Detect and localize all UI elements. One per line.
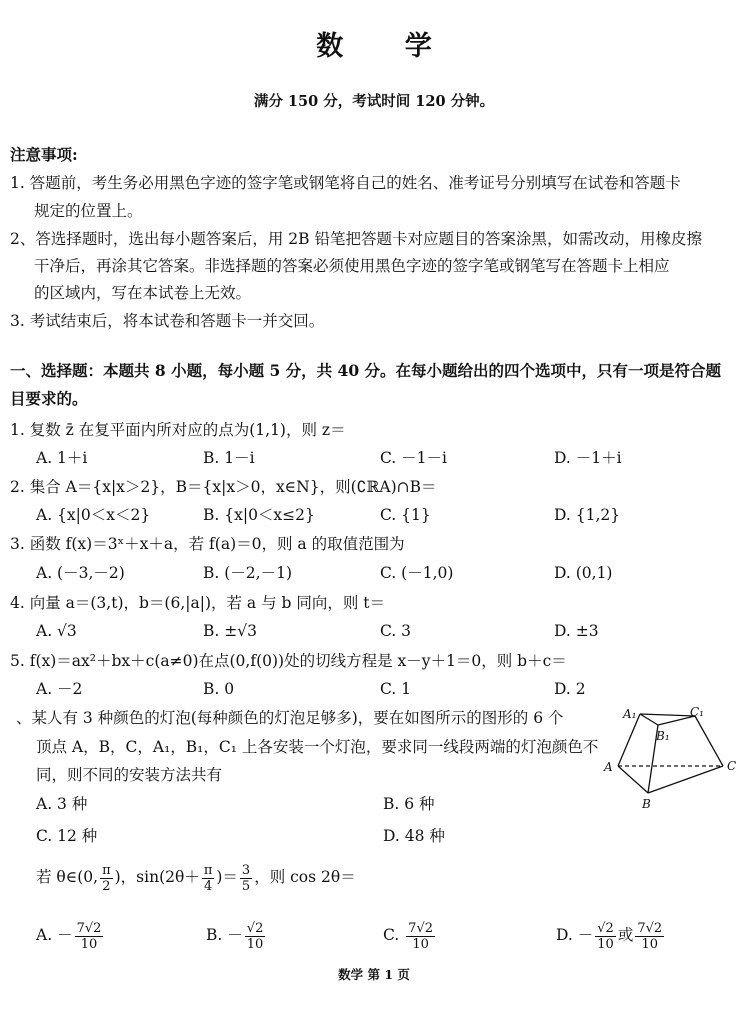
option: C. (－1,0) <box>380 564 454 582</box>
exam-info: 满分 150 分，考试时间 120 分钟。 <box>253 93 495 110</box>
question-stem: 、某人有 3 种颜色的灯泡(每种颜色的灯泡足够多)，要在如图所示的图形的 6 个 <box>16 709 564 727</box>
option: B. (－2,－1) <box>203 564 292 582</box>
label-c: C <box>727 759 737 773</box>
option: C. 12 种 <box>36 827 98 845</box>
option: D. ±3 <box>554 622 599 640</box>
option: B. 6 种 <box>383 795 435 813</box>
option: C. 3 <box>380 622 412 640</box>
question-stem: 5. f(x)＝ax²＋bx＋c(a≠0)在点(0,f(0))处的切线方程是 x－y＋1＝0，则 b＋c＝ <box>10 652 567 670</box>
option: B. {x|0＜x≤2} <box>203 506 315 524</box>
edge-a1-b1 <box>640 714 658 725</box>
edge-b-c <box>648 766 723 793</box>
option: A. (－3,－2) <box>36 564 125 582</box>
question-stem: 4. 向量 a＝(3,t)，b＝(6,|a|)，若 a 与 b 同向，则 t＝ <box>10 594 386 612</box>
option: A. －2 <box>36 680 83 698</box>
option: C. $\frac{7√2}{10}$ <box>383 920 433 952</box>
option: D. {1,2} <box>554 506 621 524</box>
label-b: B <box>642 797 651 811</box>
notice-line: 1. 答题前，考生务必用黑色字迹的签字笔或钢笔将自己的姓名、准考证号分别填写在试卷和答题卡 <box>10 174 681 192</box>
page-title: 数 学 <box>316 31 458 62</box>
page-footer: 数学 第 1 页 <box>338 967 410 982</box>
question-stem-cont: 顶点 A，B，C，A₁，B₁，C₁ 上各安装一个灯泡，要求同一线段两端的灯泡颜色不 <box>36 738 599 756</box>
edge-a1-c1 <box>640 714 695 716</box>
option: B. 0 <box>203 680 235 698</box>
option: D. －1＋i <box>554 449 622 467</box>
edge-a-a1 <box>618 714 640 766</box>
option: C. {1} <box>380 506 431 524</box>
option: B. － $\frac{√2}{10}$ <box>206 920 264 952</box>
option: B. 1－i <box>203 449 255 467</box>
option: D. 48 种 <box>383 827 445 845</box>
option: B. ±√3 <box>203 622 257 640</box>
option: A. 1＋i <box>36 449 88 467</box>
option: A. － $\frac{7√2}{10}$ <box>36 920 102 952</box>
question-stem: 若 θ∈(0, $\frac{\pi}{2}$ )，sin(2θ＋ $\frac{\pi}{4}$ )＝ $\frac{3}{5}$ ，则 cos 2θ＝ <box>36 862 356 894</box>
question-stem-cont: 同，则不同的安装方法共有 <box>36 766 223 784</box>
option: A. 3 种 <box>36 795 88 813</box>
notice-heading: 注意事项: <box>10 145 78 164</box>
fraction-3-over-5: $\frac{3}{5}$ <box>241 862 251 894</box>
option: A. √3 <box>36 622 77 640</box>
label-a: A <box>604 760 613 774</box>
section-heading: 一、选择题：本题共 8 小题，每小题 5 分，共 40 分。在每小题给出的四个选项中，只有一项是符合题 <box>10 361 722 380</box>
question-stem: 1. 复数 z̄ 在复平面内所对应的点为(1,1)，则 z＝ <box>10 421 346 439</box>
option: C. 1 <box>380 680 412 698</box>
question-stem: 3. 函数 f(x)＝3ˣ＋x＋a，若 f(a)＝0，则 a 的取值范围为 <box>10 535 405 553</box>
option: D. － $\frac{√2}{10}$ 或 $\frac{7√2}{10}$ <box>556 920 663 952</box>
edge-a-b <box>618 766 648 793</box>
label-c1: C₁ <box>690 705 704 719</box>
edge-c-c1 <box>695 716 723 766</box>
notice-line: 规定的位置上。 <box>34 202 143 220</box>
notice-line: 2、答选择题时，选出每小题答案后，用 2B 铅笔把答题卡对应题目的答案涂黑，如需改动，用橡皮擦 <box>10 230 702 248</box>
notice-line: 干净后，再涂其它答案。非选择题的答案必须使用黑色字迹的签字笔或钢笔写在答题卡上相应 <box>34 257 670 275</box>
fraction-pi-over-2: $\frac{\pi}{2}$ <box>102 862 111 894</box>
option: D. (0,1) <box>554 564 613 582</box>
frustum-figure <box>592 700 742 815</box>
option: D. 2 <box>554 680 586 698</box>
label-b1: B₁ <box>656 729 670 743</box>
question-stem: 2. 集合 A＝{x|x＞2}，B＝{x|x＞0，x∈N}，则(∁ℝA)∩B＝ <box>10 478 437 496</box>
label-a1: A₁ <box>623 707 637 721</box>
option: C. －1－i <box>380 449 447 467</box>
notice-line: 3. 考试结束后，将本试卷和答题卡一并交回。 <box>10 312 325 330</box>
section-heading-cont: 目要求的。 <box>10 389 88 408</box>
notice-line: 的区域内，写在本试卷上无效。 <box>34 284 252 302</box>
fraction-pi-over-4: $\frac{\pi}{4}$ <box>203 862 213 894</box>
option: A. {x|0＜x＜2} <box>36 506 151 524</box>
